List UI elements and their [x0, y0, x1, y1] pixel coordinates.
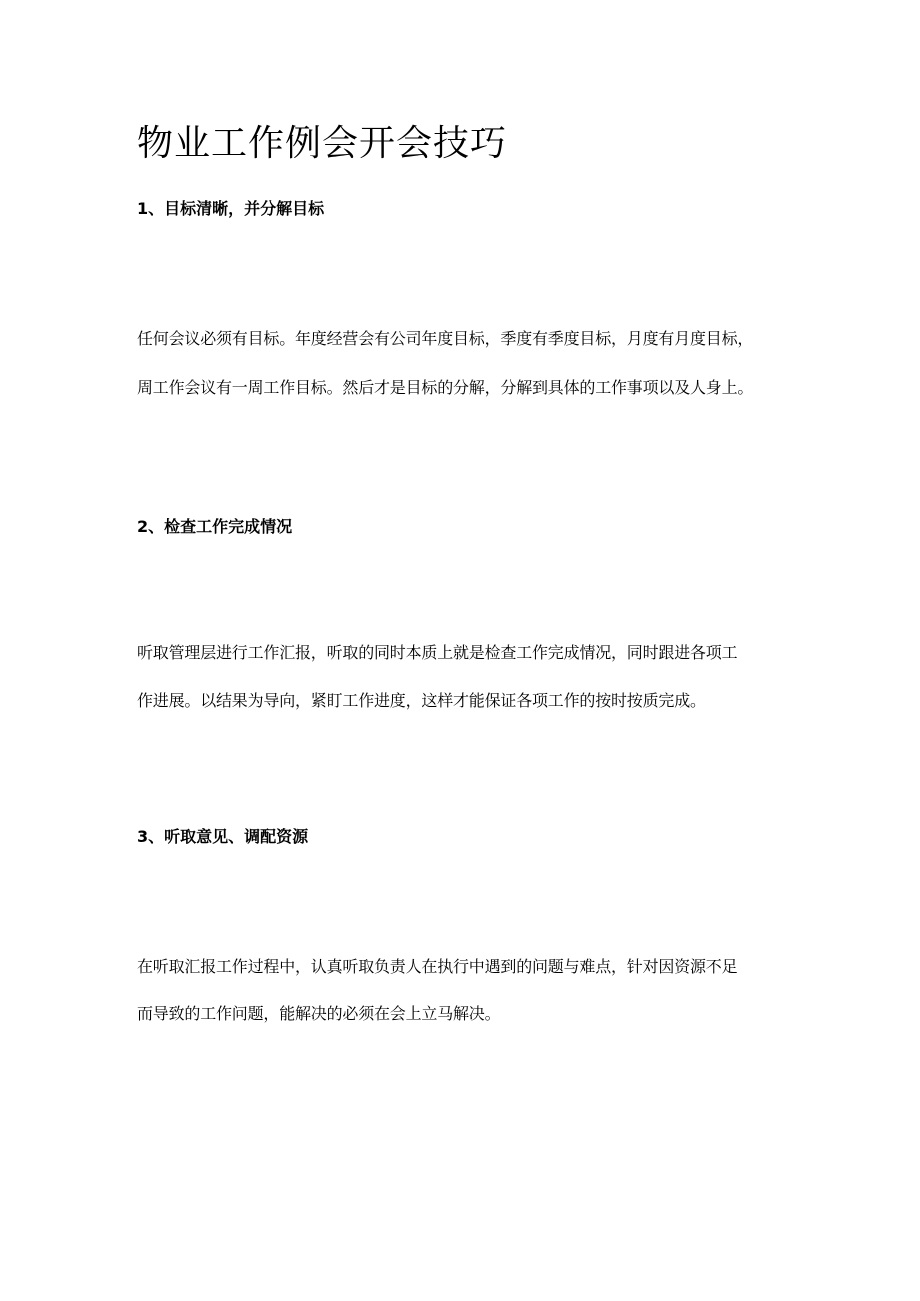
section-1-paragraph-line-2: 周工作会议有一周工作目标。然后才是目标的分解，分解到具体的工作事项以及人身上。	[137, 378, 754, 397]
section-2-heading: 2、检查工作完成情况	[137, 517, 293, 536]
section-1-heading: 1、目标清晰，并分解目标	[137, 199, 325, 218]
section-3-heading: 3、听取意见、调配资源	[137, 827, 309, 846]
page-title: 物业工作例会开会技巧	[137, 123, 508, 164]
section-2-paragraph-line-1: 听取管理层进行工作汇报，听取的同时本质上就是检查工作完成情况，同时跟进各项工	[137, 643, 738, 662]
section-1-paragraph-line-1: 任何会议必须有目标。年度经营会有公司年度目标，季度有季度目标，月度有月度目标，	[137, 329, 754, 348]
section-2-paragraph-line-2: 作进展。以结果为导向，紧盯工作进度，这样才能保证各项工作的按时按质完成。	[137, 691, 706, 710]
section-3-paragraph-line-2: 而导致的工作问题，能解决的必须在会上立马解决。	[137, 1004, 501, 1023]
section-3-paragraph-line-1: 在听取汇报工作过程中，认真听取负责人在执行中遇到的问题与难点，针对因资源不足	[137, 957, 738, 976]
